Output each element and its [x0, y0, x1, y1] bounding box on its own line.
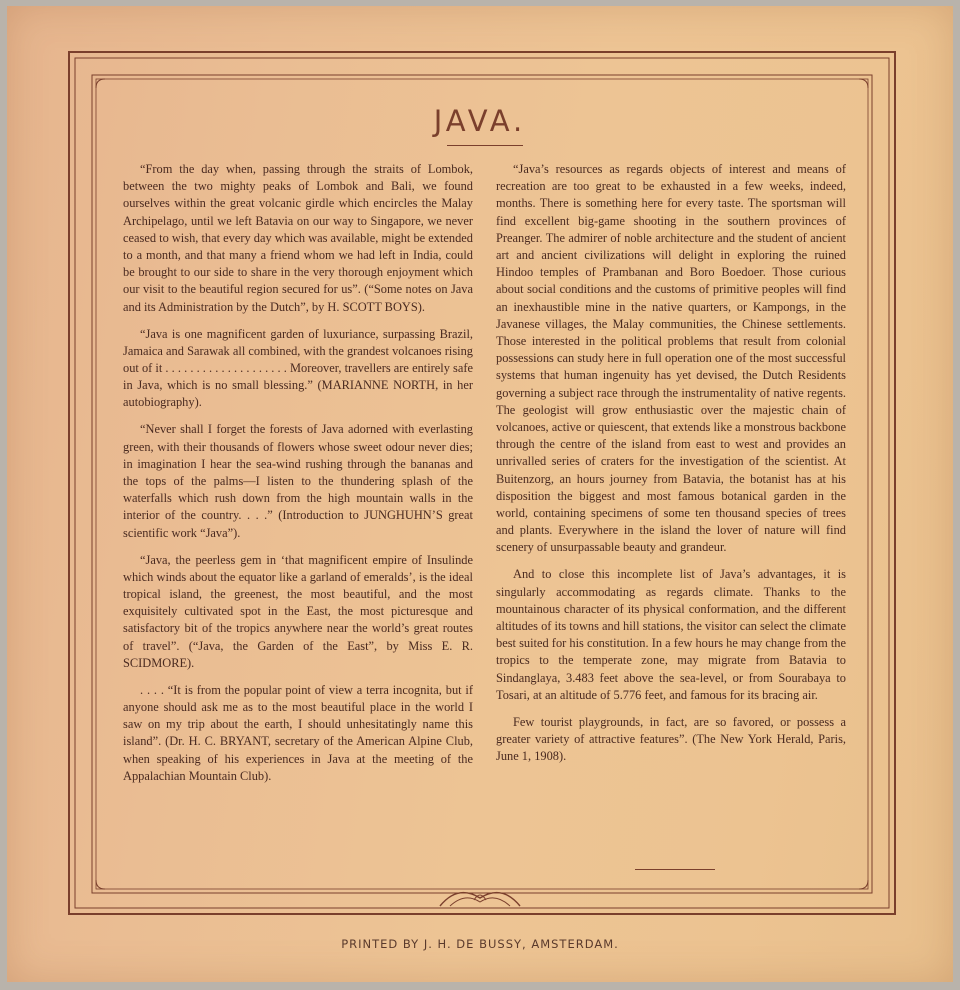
paragraph: “Java is one magnificent garden of luxuriance, surpassing Brazil, Jamaica and Sarawak all combined, with the grandest volcanoes rising out of it . . . . . . . . . . . . . . . . . . . . Moreover, travellers are entirely safe in Java, which is no small blessing.” (MARIANNE NORTH, in her autobiography). — [123, 326, 473, 410]
page-title: JAVA. — [433, 104, 527, 138]
paragraph: “Java’s resources as regards objects of interest and means of recreation are too great to be exhausted in a few weeks, indeed, months. There is something here for every taste. The sportsman will find excellent big-game shooting in the southern provinces of Preanger. The admirer of noble architecture and the student of ancient art and ancient civilizations will delight in exploring the ruined Hindoo temples of Prambanan and Boro Boedoer. Those curious about social conditions and the customs of primitive peoples will find an inexhaustible mine in the native quarters, or Kampongs, in the Javanese villages, the Malay communities, the Chinese settlements. Those interested in the political problems that result from colonial possessions can study here in full operation one of the most successful systems that human ingenuity has yet devised, the Dutch Residents governing a subject race through the instrumentality of native regents. The geologist will grow enthusiastic over the majestic chain of volcanoes, active or quiescent, that extends like a monstrous backbone through the centre of the island from east to west and provides an unrivalled series of craters for the investigation of the scientist. At Buitenzorg, an hours journey from Batavia, the botanist has at his disposition the biggest and most famous botanical garden in the world, containing specimens of some ten thousand species of trees and plants. Everywhere in the island the lover of nature will find scenery of unsurpassable beauty and grandeur. — [496, 162, 846, 555]
paragraph: . . . . “It is from the popular point of view a terra incognita, but if anyone should ask me as to the most beautiful place in the world I saw on my trip about the earth, I should unhesitatingly name this island”. (Dr. H. C. BRYANT, secretary of the American Alpine Club, when speaking of his experiences in Java at the meeting of the Appalachian Mountain Club). — [123, 682, 473, 783]
end-divider — [635, 869, 715, 870]
printer-imprint: PRINTED BY J. H. DE BUSSY, AMSTERDAM. — [341, 937, 619, 951]
paragraph: “Never shall I forget the forests of Java adorned with everlasting green, with their thousands of flowers whose sweet odour never dies; in imagination I hear the sea-wind rushing through the bananas and the tops of the palms—I listen to the thundering splash of the waterfalls which rush down from the high mountain walls in the interior of the country. . . .” (Introduction to JUNGHUHN’S great scientific work “Java”). — [123, 422, 473, 540]
paragraph: “From the day when, passing through the straits of Lombok, between the two mighty peaks of Lombok and Bali, we found ourselves within the great volcanic girdle which encircles the Malay Archipelago, until we left Batavia on our way to Singapore, we never ceased to wish, that every day which was available, might be extended to a month, and that many a friend whom we had left in India, could be brought to our side to share in the very thorough enjoyment which our visit to the beautiful region secured for us”. (“Some notes on Java and its Administration by the Dutch”, by H. SCOTT BOYS). — [123, 162, 473, 314]
paragraph: And to close this incomplete list of Java’s advantages, it is singularly accommodating as regards climate. Thanks to the mountainous character of its physical conformation, and the different altitudes of its towns and hill stations, the visitor can select the climate best suited for his constitution. In a few hours he may change from the tropics to the temperate zone, may migrate from Batavia to Sindanglaya, 3.483 feet above the sea-level, or from Sourabaya to Tosari, at an altitude of 5.776 feet, and famous for its bracing air. — [496, 567, 846, 702]
right-column — [496, 161, 846, 775]
left-column — [123, 161, 473, 795]
paragraph: “Java, the peerless gem in ‘that magnificent empire of Insulinde which winds about the equator like a garland of emeralds’, is the ideal tropical island, the greenest, the most beautiful, and the most exquisitely cultivated spot in the East, the most picturesque and satisfactory bit of the tropics anywhere near the world’s great routes of travel”. (“Java, the Garden of the East”, by Miss E. R. SCIDMORE). — [123, 552, 473, 670]
paragraph: Few tourist playgrounds, in fact, are so favored, or possess a greater variety of attractive features”. (The New York Herald, Paris, June 1, 1908). — [496, 714, 846, 764]
title-divider — [447, 145, 523, 146]
